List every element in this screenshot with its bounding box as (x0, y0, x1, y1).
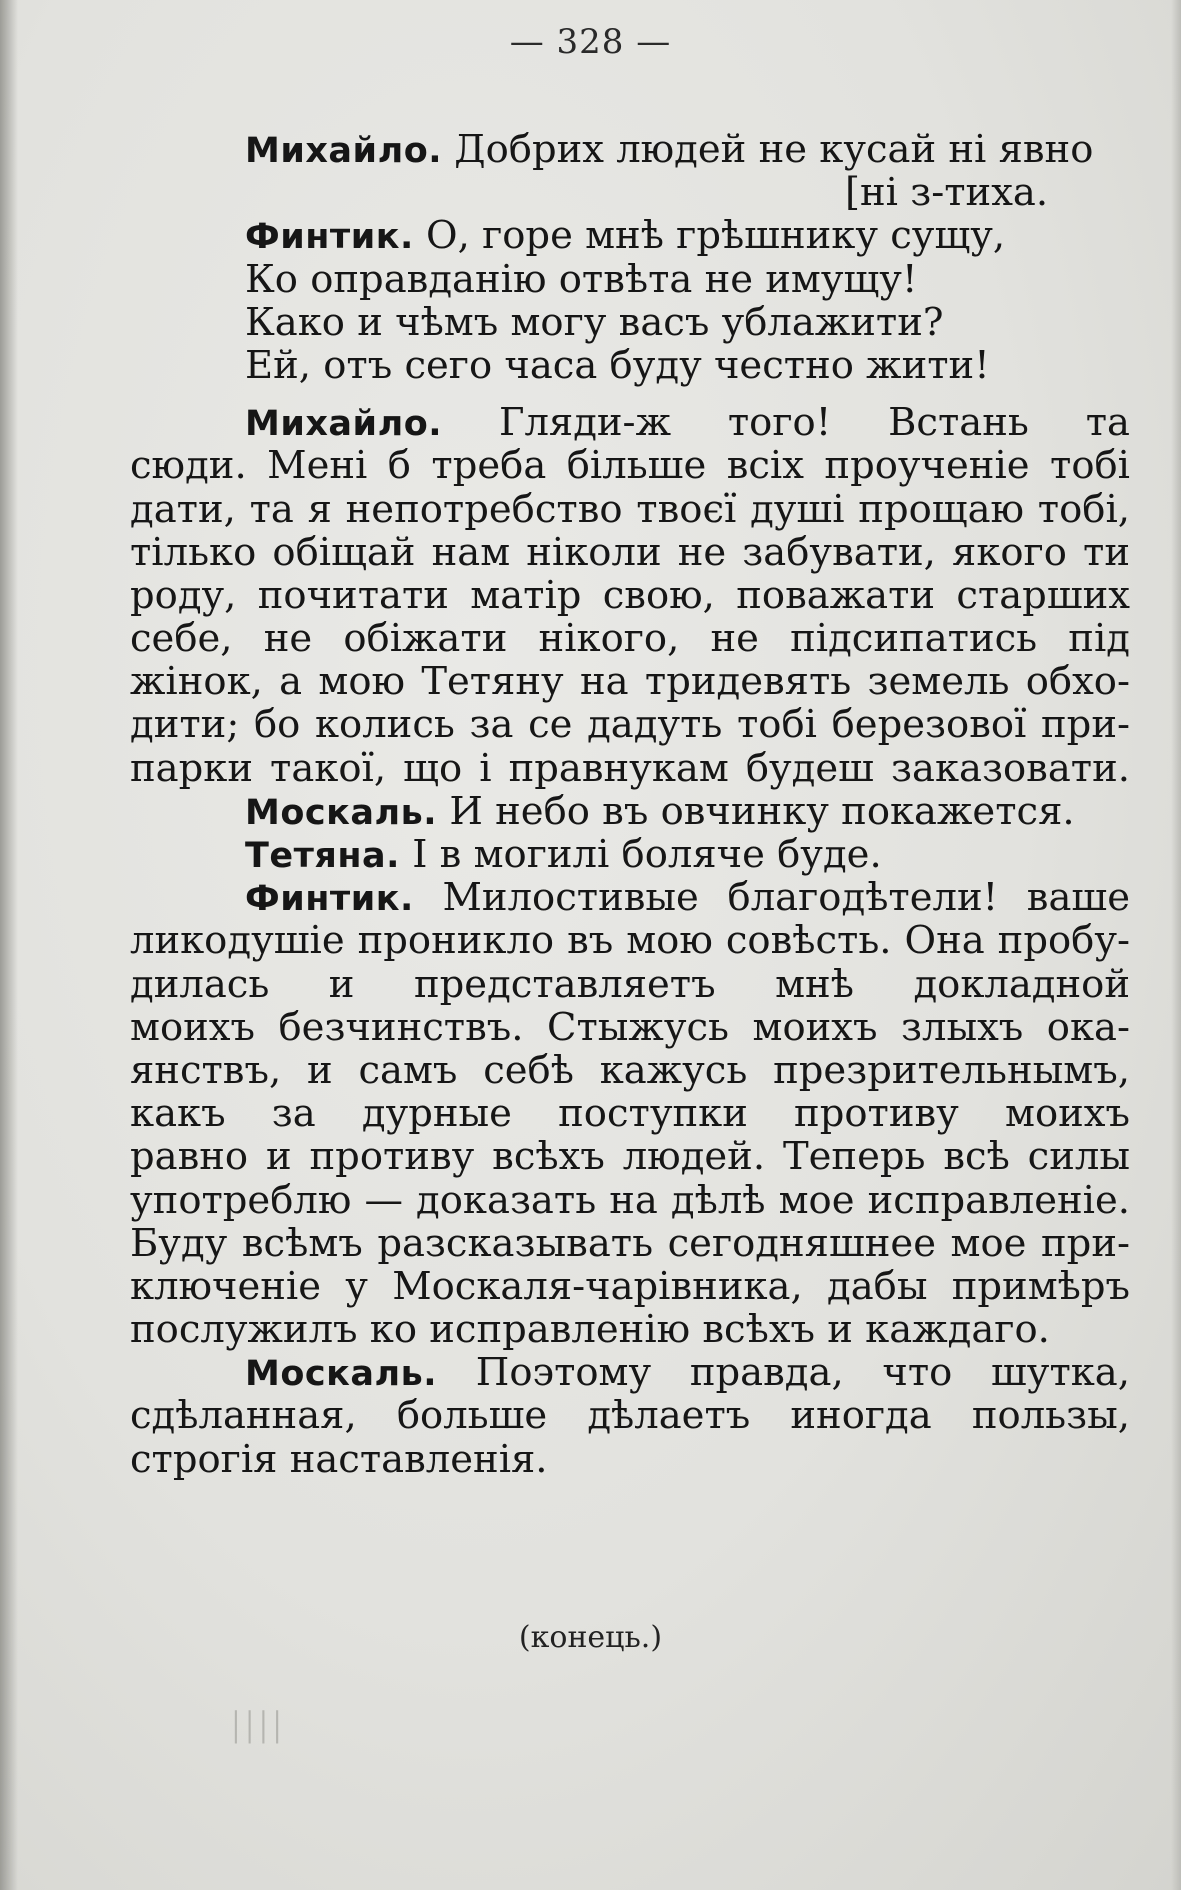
text-line (130, 401, 1130, 444)
text-line: жінок, а мою Тетяну на тридевять земель обхо- (130, 660, 1130, 704)
speech-text: Добрих людей не кусай ні явно (454, 127, 1094, 172)
speech-text: Поэтому правда, что шутка, (475, 1351, 1130, 1395)
speaker-name: Москаль. (245, 792, 438, 833)
text-line: ликодушіе проникло въ мою совѣсть. Она пробу- (130, 919, 1130, 963)
speaker-name: Финтик. (245, 217, 414, 258)
text-line (130, 258, 1130, 301)
text-line: сюди. Мені б треба більше всіх проученіе тобі (130, 444, 1130, 488)
text-line: употреблю — доказать на дѣлѣ мое исправленіе. (130, 1178, 1130, 1222)
text-line (130, 344, 1130, 387)
speech-text: Ко оправданію отвѣта не имущу! (245, 256, 918, 302)
text-line: равно и противу всѣхъ людей. Теперь всѣ силы (130, 1135, 1130, 1179)
speech-text: И небо въ овчинку покажется. (449, 788, 1075, 834)
speaker-name: Михайло. (245, 404, 443, 445)
speaker-name: Москаль. (245, 1354, 438, 1395)
speech-text: О, горе мнѣ грѣшнику сущу, (426, 213, 1006, 259)
text-line (130, 1351, 1130, 1394)
speaker-name: Михайло. (245, 131, 443, 171)
page-number: — 328 — (509, 22, 672, 62)
text-line (130, 301, 1130, 344)
speech-text: [ні з-тиха. (845, 170, 1049, 216)
text-line: янствъ, и самъ себѣ кажусь презрительнымъ, (130, 1048, 1130, 1093)
text-line: дити; бо колись за се дадуть тобі березової при- (130, 703, 1130, 747)
speech-text: Гляди-ж того! Встань та (498, 401, 1130, 445)
text-line: какъ за дурные поступки противу моихъ (130, 1092, 1130, 1136)
speech-text: Ей, отъ сего часа буду честно жити! (245, 342, 990, 388)
text-line: моихъ безчинствъ. Стыжусь моихъ злыхъ ока- (130, 1005, 1130, 1049)
text-line (130, 128, 1130, 171)
play-text (130, 128, 1130, 1481)
speech-text: I в могилі боляче буде. (412, 832, 882, 877)
end-mark: (конець.) (518, 1620, 663, 1655)
text-line: сдѣланная, больше дѣлаетъ иногда пользы, (130, 1394, 1130, 1438)
text-line: строгія наставленія. (130, 1436, 548, 1482)
text-line: Буду всѣмъ разсказывать сегодняшнее мое при- (130, 1221, 1130, 1265)
text-line: себе, не обіжати нікого, не підсипатись під (130, 617, 1130, 661)
text-line (130, 876, 1130, 919)
text-line (130, 790, 1130, 833)
speech-text: Милостивые благодѣтели! ваше (442, 876, 1130, 920)
text-line (130, 171, 1130, 214)
text-line: послужилъ ко исправленію всѣхъ и каждаго. (130, 1307, 1050, 1353)
text-line (130, 833, 1130, 876)
text-line: дати, та я непотребство твоєї душі прощаю тобі, (130, 487, 1130, 531)
text-line: дилась и представляетъ мнѣ докладной (130, 962, 1130, 1006)
speech-text: Како и чѣмъ могу васъ ублажити? (245, 299, 944, 345)
speaker-name: Тетяна. (245, 836, 400, 876)
ink-smudge: ׀׀׀׀ (228, 1712, 284, 1745)
text-line (130, 214, 1130, 257)
text-line: ключеніе у Москаля-чарівника, дабы примѣръ (130, 1264, 1130, 1309)
speaker-name: Финтик. (245, 879, 414, 920)
text-line: тілько обіщай нам ніколи не забувати, якого ти (130, 530, 1130, 574)
text-line: роду, почитати матір свою, поважати старших (130, 573, 1130, 618)
text-line: парки такої, що і правнукам будеш заказовати. (130, 746, 1130, 790)
